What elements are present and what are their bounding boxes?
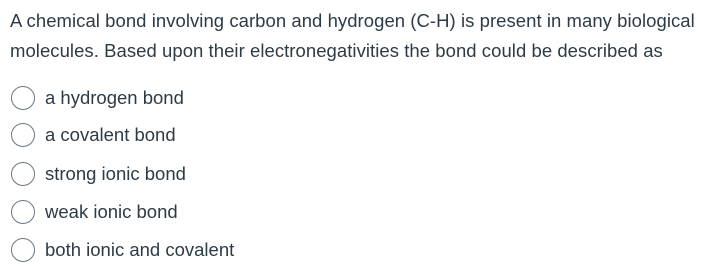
answer-option[interactable] xyxy=(11,120,176,150)
answer-label[interactable]: a covalent bond xyxy=(45,124,176,145)
answer-label[interactable]: weak ionic bond xyxy=(45,201,178,222)
question-text: A chemical bond involving carbon and hydrogen (C-H) is present in many biological molecules. Based upon their electronegativities the bond could be described as xyxy=(10,10,695,61)
radio-button[interactable] xyxy=(11,238,35,262)
radio-button[interactable] xyxy=(11,162,35,186)
answer-label[interactable]: both ionic and covalent xyxy=(45,239,235,260)
radio-button[interactable] xyxy=(11,200,35,224)
answer-option[interactable] xyxy=(11,159,186,189)
radio-button[interactable] xyxy=(11,123,35,147)
radio-button[interactable] xyxy=(11,86,35,110)
answer-option[interactable] xyxy=(11,83,184,113)
answer-option[interactable] xyxy=(11,235,234,265)
answer-option[interactable] xyxy=(11,197,178,227)
answer-label[interactable]: a hydrogen bond xyxy=(45,87,184,108)
answer-label[interactable]: strong ionic bond xyxy=(45,163,186,184)
